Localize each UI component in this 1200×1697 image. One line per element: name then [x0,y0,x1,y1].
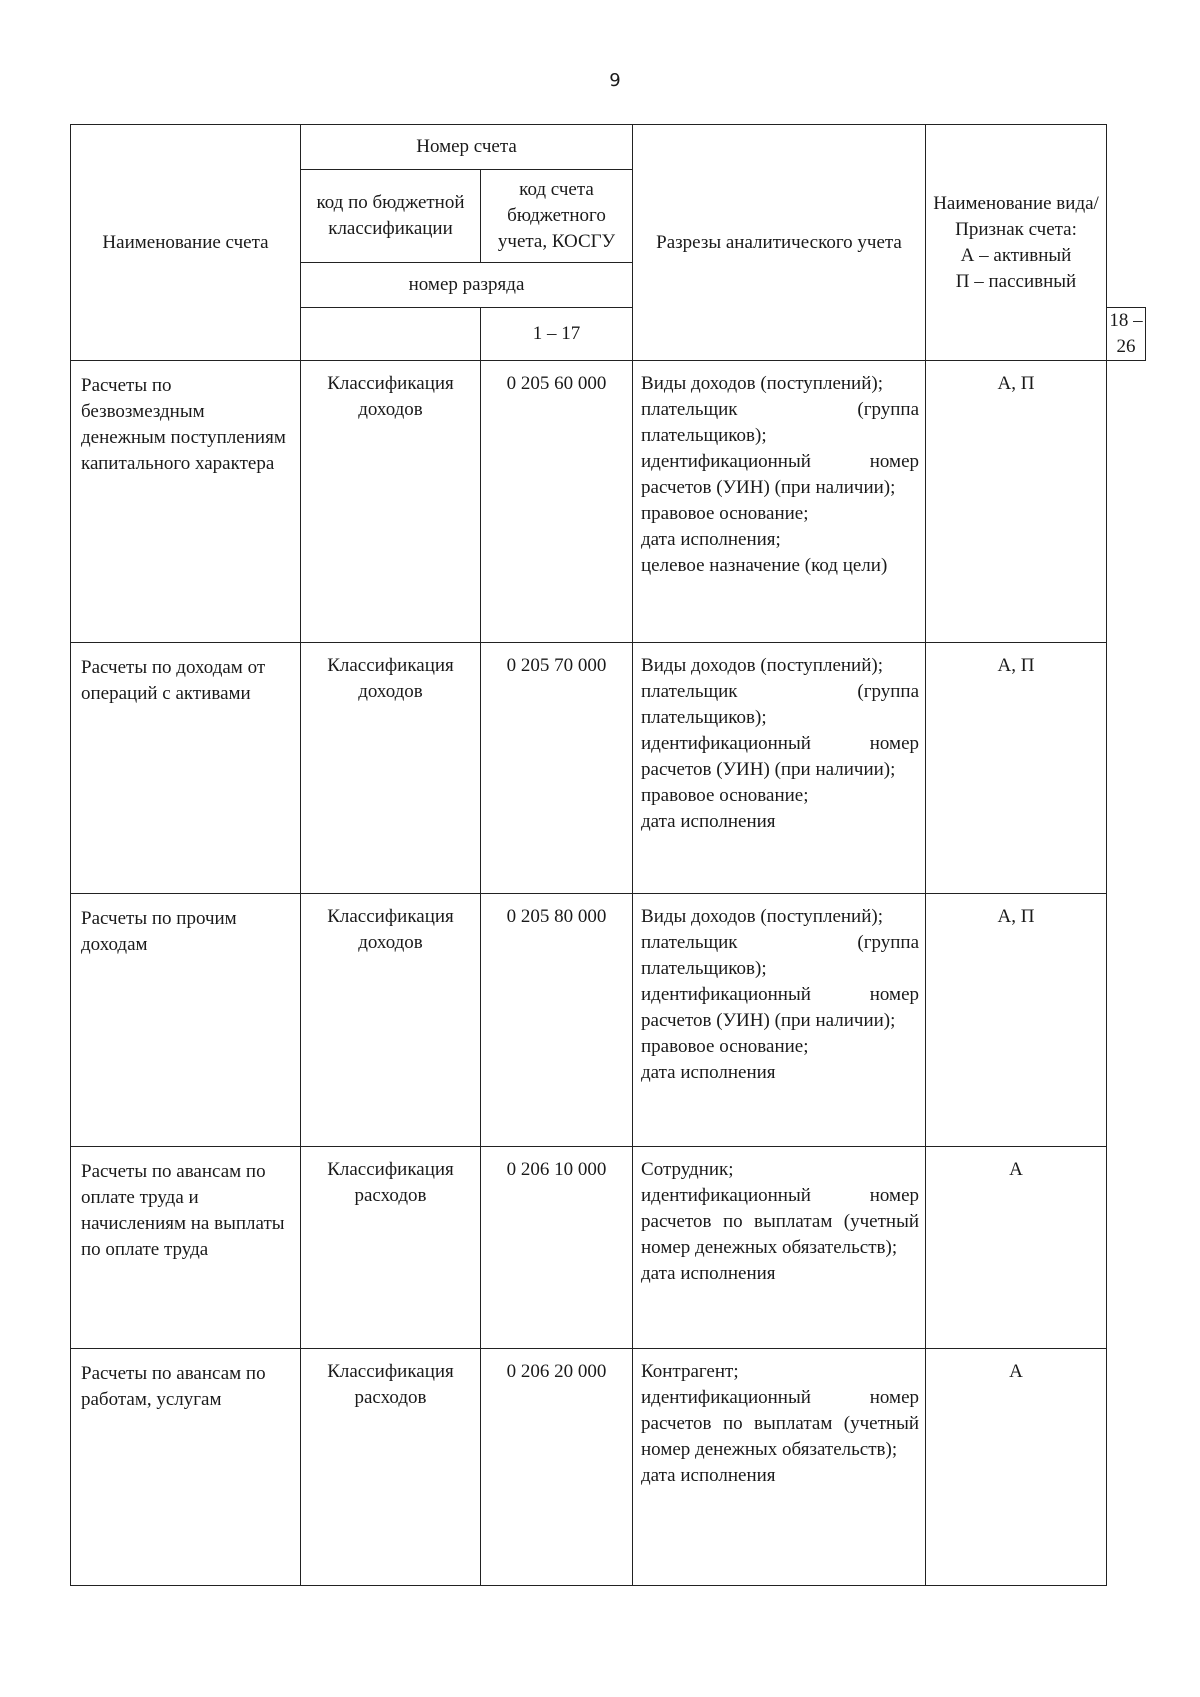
analytics-item: идентификационный номер расчетов (УИН) (при наличии); [641,984,920,1031]
header-type-sign-label: Наименование вида/Признак счета: [933,192,1099,240]
account-sign-cell: А, П [926,643,1107,894]
header-type-sign [926,125,1107,361]
table-row [71,361,1146,643]
header-budget-class-code: код по бюджетной классификации [301,170,481,263]
header-digits-18-26: 18 – 26 [1107,308,1146,361]
table-row [71,643,1146,894]
account-sign-cell: А, П [926,361,1107,643]
header-active-label: А – активный [960,244,1072,266]
analytics-item: плательщик (группа плательщиков); [641,932,920,979]
analytics-item: дата исполнения; [641,529,781,550]
account-sign-cell: А [926,1349,1107,1586]
header-digits-1-17: 1 – 17 [481,308,633,361]
analytics-cell [633,361,926,643]
account-code-cell: 0 205 70 000 [481,643,633,894]
account-name-cell: Расчеты по авансам по оплате труда и начислениям на выплаты по оплате труда [71,1147,301,1349]
analytics-item: правовое основание; [641,785,809,806]
accounts-table [70,124,1146,1586]
header-empty-cell [301,308,481,361]
header-account-code-kosgu: код счета бюджетного учета, КОСГУ [481,170,633,263]
analytics-cell [633,1349,926,1586]
classification-cell: Классификация доходов [301,643,481,894]
classification-cell: Классификация доходов [301,894,481,1147]
analytics-item: Контрагент; [641,1361,739,1382]
table-row [71,1147,1146,1349]
table-row [71,1349,1146,1586]
analytics-item: дата исполнения [641,1263,776,1284]
account-code-cell: 0 206 20 000 [481,1349,633,1586]
analytics-item: Сотрудник; [641,1159,734,1180]
account-name-cell: Расчеты по доходам от операций с активами [71,643,301,894]
analytics-item: дата исполнения [641,1062,776,1083]
account-name-cell: Расчеты по авансам по работам, услугам [71,1349,301,1586]
analytics-item: идентификационный номер расчетов (УИН) (при наличии); [641,451,920,498]
page-number: 9 [609,70,621,91]
classification-cell: Классификация расходов [301,1147,481,1349]
classification-cell: Классификация расходов [301,1349,481,1586]
header-digit-number: номер разряда [301,263,633,308]
header-passive-label: П – пассивный [955,270,1077,292]
analytics-cell [633,1147,926,1349]
analytics-item: дата исполнения [641,811,776,832]
analytics-item: дата исполнения [641,1465,776,1486]
analytics-cell [633,894,926,1147]
classification-cell: Классификация доходов [301,361,481,643]
account-name-cell: Расчеты по прочим доходам [71,894,301,1147]
analytics-item: Виды доходов (поступлений); [641,655,883,676]
header-account-number: Номер счета [301,125,633,170]
table-body [71,361,1146,1586]
analytics-item: целевое назначение (код цели) [641,555,888,576]
analytics-item: Виды доходов (поступлений); [641,373,883,394]
analytics-item: плательщик (группа плательщиков); [641,681,920,728]
account-name-cell: Расчеты по безвозмездным денежным поступлениям капитального характера [71,361,301,643]
account-sign-cell: А [926,1147,1107,1349]
analytics-item: Виды доходов (поступлений); [641,906,883,927]
analytics-item: плательщик (группа плательщиков); [641,399,920,446]
analytics-item: правовое основание; [641,503,809,524]
table-row [71,894,1146,1147]
analytics-item: идентификационный номер расчетов по выплатам (учетный номер денежных обязательств); [641,1185,920,1258]
account-code-cell: 0 205 60 000 [481,361,633,643]
header-account-name: Наименование счета [71,125,301,361]
account-code-cell: 0 205 80 000 [481,894,633,1147]
analytics-item: идентификационный номер расчетов по выплатам (учетный номер денежных обязательств); [641,1387,920,1460]
account-sign-cell: А, П [926,894,1107,1147]
header-analytics: Разрезы аналитического учета [633,125,926,361]
analytics-item: идентификационный номер расчетов (УИН) (при наличии); [641,733,920,780]
analytics-cell [633,643,926,894]
analytics-item: правовое основание; [641,1036,809,1057]
account-code-cell: 0 206 10 000 [481,1147,633,1349]
table-header [71,125,1146,361]
